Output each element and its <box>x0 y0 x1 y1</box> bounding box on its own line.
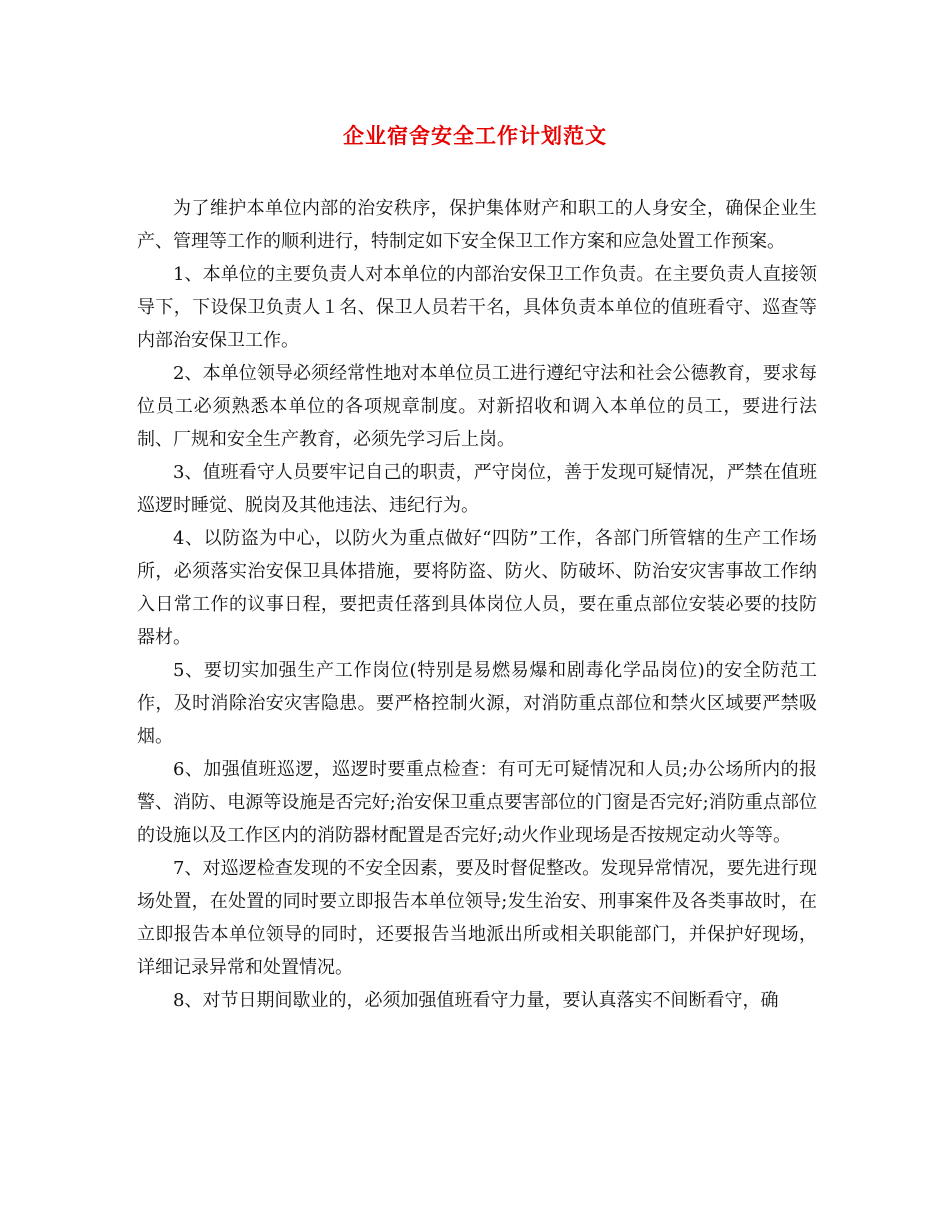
paragraph-item-8: 8、对节日期间歇业的，必须加强值班看守力量，要认真落实不间断看守，确 <box>173 990 779 1011</box>
paragraph-item-4: 4、以防盗为中心，以防火为重点做好“四防”工作，各部门所管辖的生产工作场所，必须落实治安保卫具体措施，要将防盗、防火、防破坏、防治安灾害事故工作纳入日常工作的议事日程，要把责任落到具体岗位人员，要在重点部位安装必要的技防器材。 <box>137 528 817 648</box>
document-title: 企业宿舍安全工作计划范文 <box>343 123 607 148</box>
paragraph-item-3: 3、值班看守人员要牢记自己的职责，严守岗位，善于发现可疑情况，严禁在值班巡逻时睡觉、脱岗及其他违法、违纪行为。 <box>137 462 817 516</box>
paragraph-item-5: 5、要切实加强生产工作岗位(特别是易燃易爆和剧毒化学品岗位)的安全防范工作，及时消除治安灾害隐患。要严格控制火源，对消防重点部位和禁火区域要严禁吸烟。 <box>137 660 817 747</box>
paragraph-item-2: 2、本单位领导必须经常性地对本单位员工进行遵纪守法和社会公德教育，要求每位员工必须熟悉本单位的各项规章制度。对新招收和调入本单位的员工，要进行法制、厂规和安全生产教育，必须先学习后上岗。 <box>137 363 817 450</box>
paragraph-item-6: 6、加强值班巡逻，巡逻时要重点检查：有可无可疑情况和人员;办公场所内的报警、消防、电源等设施是否完好;治安保卫重点要害部位的门窗是否完好;消防重点部位的设施以及工作区内的消防器材配置是否完好;动火作业现场是否按规定动火等等。 <box>137 759 817 846</box>
document-body <box>137 192 817 1017</box>
paragraph-item-1: 1、本单位的主要负责人对本单位的内部治安保卫工作负责。在主要负责人直接领导下，下设保卫负责人１名、保卫人员若干名，具体负责本单位的值班看守、巡查等内部治安保卫工作。 <box>137 264 817 351</box>
paragraph-intro: 为了维护本单位内部的治安秩序，保护集体财产和职工的人身安全，确保企业生产、管理等工作的顺利进行，特制定如下安全保卫工作方案和应急处置工作预案。 <box>137 198 817 252</box>
paragraph-item-7: 7、对巡逻检查发现的不安全因素，要及时督促整改。发现异常情况，要先进行现场处置，在处置的同时要立即报告本单位领导;发生治安、刑事案件及各类事故时，在立即报告本单位领导的同时，还要报告当地派出所或相关职能部门，并保护好现场，详细记录异常和处置情况。 <box>137 858 817 978</box>
